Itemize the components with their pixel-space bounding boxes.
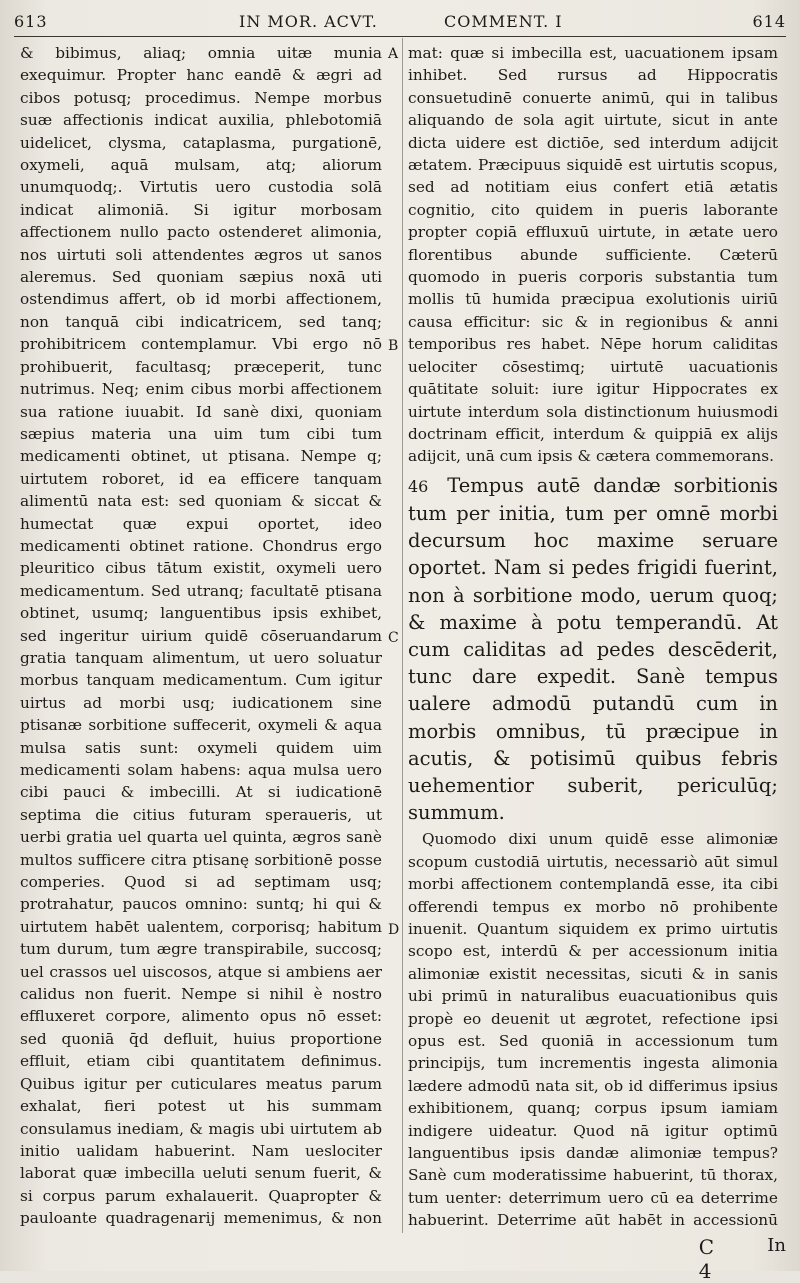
- header-rule: [14, 36, 786, 37]
- signature-mark: C 4: [698, 1235, 714, 1283]
- margin-letter-b: B: [388, 338, 399, 354]
- right-paragraph-2: Quomodo dixi unum quidē esse alimoniæ scopum custodiā uirtutis, necessariò aūt simul morbi affectionem contemplandā esse, ita cibi offerendi tempus ex morbo nō prohibente inuenit. Quantum siquidem ex primo uirtutis scopo est, interdū & per accessionum initia alimoniæ existit necessitas, sicuti & in sanis ubi primū in naturalibus euacuationibus quis propè eo deuenit ut ægrotet, refectione ipsi opus est. Sed quoniā in accessionum tum principijs, tum incrementis ingesta alimonia lædere admodū nata sit, ob id differimus ipsius exhibitionem, quanq; corpus ipsum iamiam indigere uideatur. Quod nā igitur optimū languentibus ipsis dandæ alimoniæ tempus? Sanè cum moderatissime habuerint, tū thorax, tum uenter: deterrimum uero cū ea deterrime habuerint. Deterrime aūt habēt in accessionū: [408, 830, 778, 1230]
- page-number-right: 614: [752, 12, 786, 31]
- margin-letter-c: C: [388, 630, 399, 646]
- margin-letters: [384, 42, 406, 1232]
- right-paragraph-1: mat: quæ si imbecilla est, uacuationem ipsam inhibet. Sed rursus ad Hippocratis consuetudinē conuerte animū, qui in talibus aliquando de sola agit uirtute, sicut in ante dicta uidere est dictiōe, sed interdum adijcit ætatem. Præcipuus siquidē est uirtutis scopus, sed ad notitiam eius confert etiā ætatis cognitio, cito quidem in pueris laborante propter copiā effluxuū uirtute, in ætate uero florentibus abunde sufficiente. Cæterū quomodo in pueris corporis substantia tum mollis tū humida præcipua exolutionis uiriū causa efficitur: sic & in regionibus & anni temporibus res habet. Nēpe horum caliditas uelociter cōsestimq; uirtutē uacuationis quātitate soluit: iure igitur Hippocrates ex uirtute interdum sola distinctionum huiusmodi doctrinam efficit, interdum & quippiā ex alijs adijcit, unā cum ipsis & cætera commemorans.: [408, 44, 778, 466]
- running-head: [14, 6, 786, 36]
- right-column: [408, 42, 778, 1232]
- left-column: [20, 42, 382, 1232]
- lemma-46: [408, 472, 778, 827]
- lemma-number: 46: [408, 476, 429, 496]
- lemma-text: Tempus autē dandæ sorbitionis tum per initia, tum per omnē morbi decursum hoc maxime seruare oportet. Nam si pedes frigidi fuerint, non à sorbitione modo, uerum quoq; & maxime à potu temperandū. At cum caliditas ad pedes descēderit, tunc dare expedit. Sanè tempus ualere admodū putandū cum in morbis omnibus, tū præcipue in acutis, & potisimū quibus febris uehementior suberit, periculūq; summum.: [408, 473, 778, 825]
- page-number-left: 613: [14, 12, 48, 31]
- running-book: COMMENT. I: [444, 12, 563, 31]
- margin-letter-a: A: [388, 46, 399, 62]
- running-title: IN MOR. ACVT.: [239, 12, 378, 31]
- margin-letter-d: D: [388, 922, 400, 938]
- left-paragraph-1: & bibimus, aliaq; omnia uitæ munia exequimur. Propter hanc eandē & ægri ad cibos potusq; procedimus. Nempe morbus suæ affectionis indicat auxilia, phlebotomiā uidelicet, clysma, cataplasma, purgationē, oxymeli, aquā mulsam, atq; aliorum unumquodq;. Virtutis uero custodia solā indicat alimoniā. Si igitur morbosam affectionem nullo pacto ostenderet alimonia, nos uirtuti soli attendentes ægros ut sanos aleremus. Sed quoniam sæpius noxā uti ostendimus affert, ob id morbi affectionem, non tanquā cibi indicatricem, sed tanq; prohibitricem contemplamur. Vbi ergo nō prohibuerit, facultasq; præceperit, tunc nutrimus. Neq; enim cibus morbi affectionem sua ratione iuuabit. Id sanè dixi, quoniam sæpius materia una uim tum cibi tum medicamenti obtinet, ut ptisana. Nempe q; uirtutem roboret, id ea efficere tanquam alimentū nata est: sed quoniam & siccat & humectat quæ expui oportet, ideo medicamenti obtinet ratione. Chondrus ergo pleuritico cibus tātum existit, oxymeli uero medicamentum. Sed utranq; facultatē ptisana obtinet, usumq; languentibus ipsis exhibet, sed ingeritur uirium quidē cōseruandarum gratia tanquam alimentum, ut uero soluatur morbus tanquam medicamentum. Cum igitur uirtus ad morbi usq; iudicationem sine ptisanæ sorbitione suffecerit, oxymeli & aqua mulsa satis sunt: oxymeli quidem uim medicamenti solam habens: aqua mulsa uero cibi pauci & imbecilli. At si iudicationē septima die citius futuram speraueris, ut uerbi gratia uel quarta uel quinta, ægros sanè multos sufficere citra ptisanę sorbitionē posse comperies. Quod si ad septimam usq; protrahatur, paucos omnino: suntq; hi qui & uirtutem habēt ualentem, corporisq; habitum tum durum, tum ægre transpirabile, succosq; uel crassos uel uiscosos, atque si ambiens aer calidus non fuerit. Nempe si nihil è nostro effluxeret corpore, alimento opus nō esset: sed quoniā q̄d defluit, huius proportione effluit, etiam cibi quantitatem definimus. Quibus igitur per cuticulares meatus parum exhalat, fieri potest ut his summam consulamus inediam, & magis ubi uirtutem ab initio ualidam habuerint. Nam ueslociter laborat quæ imbecilla ueluti senum fuerit, & si corpus parum exhalauerit. Quapropter & pauloante quadragenarij memenimus, & non: [20, 44, 382, 1228]
- catchword: In: [767, 1235, 786, 1256]
